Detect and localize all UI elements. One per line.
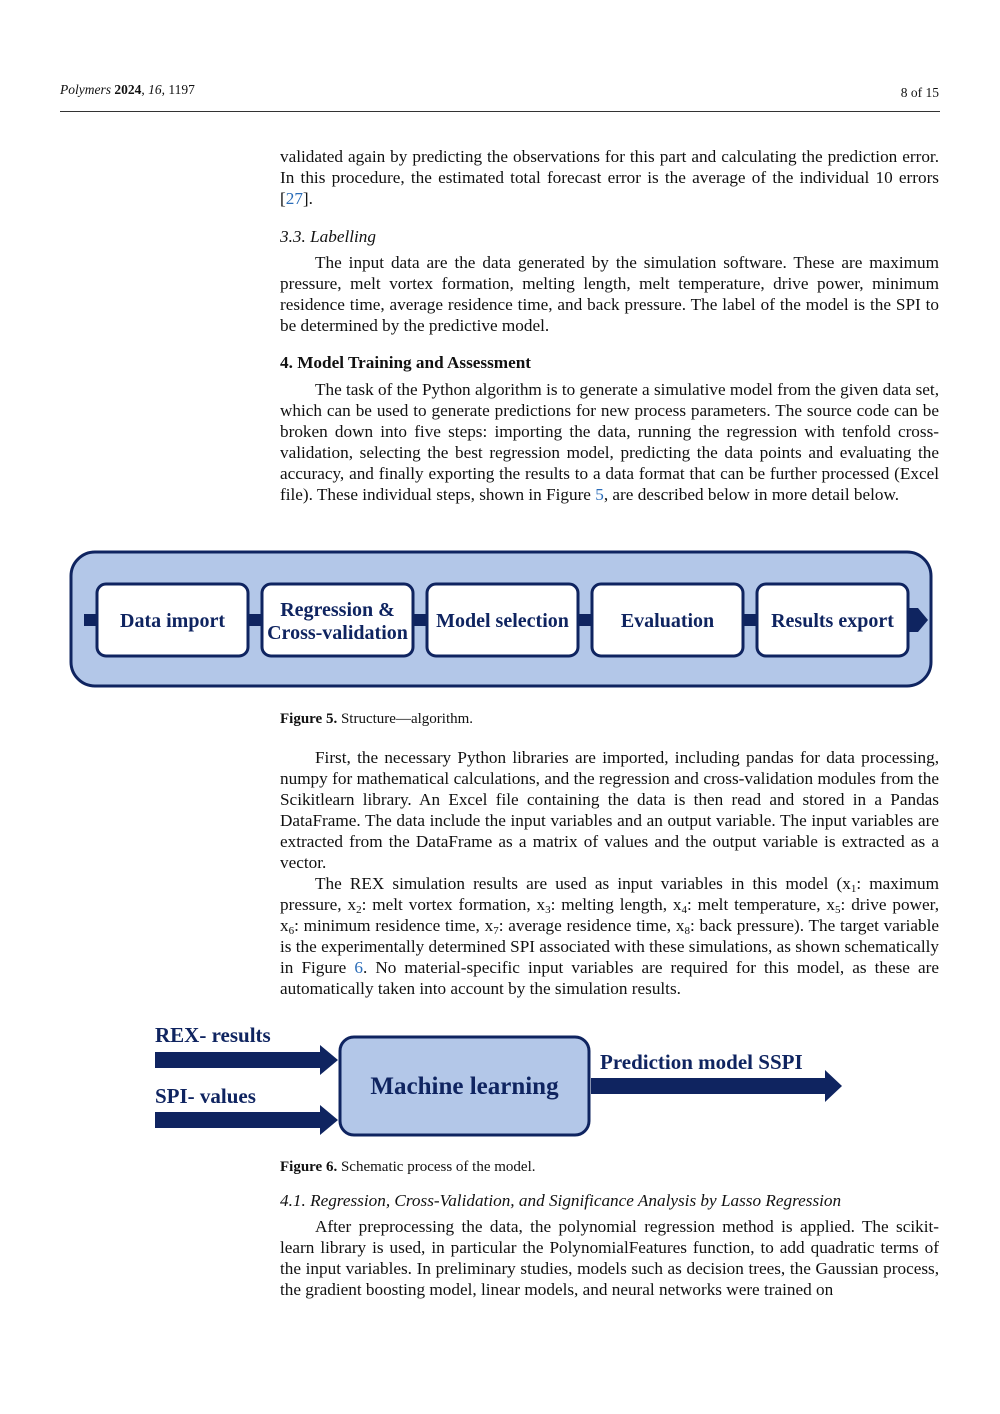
paragraph-rex: The REX simulation results are used as input variables in this model ($x_1$: maximum pressure, $x_2$: melt vortex formation, $x_3$: melting length, $x_4$: melt temperature, $x_5$: drive power, $x_6$: minimum residence time, $x_7$: average residence time, $x_8$: back pressure). The target variable is the experimentally determined SPI associated with these simulations, as shown schematically in Figure 6. No material-specific input variables are required for this model, as these are automatically taken into account by the simulation results. bbox=[280, 874, 940, 998]
step-regression-cross-validation bbox=[262, 584, 413, 656]
section-title-4: 4. Model Training and Assessment bbox=[280, 353, 532, 372]
figure-5-caption: Figure 5. Structure—algorithm. bbox=[280, 711, 474, 727]
figure-6-diagram bbox=[150, 1015, 850, 1145]
reference-link-27[interactable]: 27 bbox=[285, 189, 303, 208]
journal-year: 2024 bbox=[114, 82, 142, 97]
output-label: Prediction model SSPI bbox=[600, 1050, 803, 1074]
step-label: Regression & bbox=[280, 599, 395, 621]
input-arrow-spi bbox=[155, 1105, 338, 1135]
paragraph-regression: After preprocessing the data, the polynomial regression method is applied. The scikit-learn library is used, in particular the PolynomialFeatures function, to add quadratic terms of the input variables. In preliminary studies, models such as decision trees, the Gaussian process, the gradient boosting model, linear models, and neural networks were trained on bbox=[280, 1217, 939, 1299]
step-results-export bbox=[757, 584, 908, 656]
paragraph-libraries: First, the necessary Python libraries are imported, including pandas for data processing, numpy for mathematical calculations, and the regression and cross-validation modules from the Scikitlearn library. An Excel file containing the data is then read and stored in a Pandas DataFrame. The data include the input variables and an output variable. The input variables are extracted from the DataFrame as a matrix of values and the output variable is extracted as a vector. bbox=[280, 748, 939, 872]
step-label: Model selection bbox=[436, 610, 569, 632]
step-model-selection bbox=[427, 584, 578, 656]
step-evaluation bbox=[592, 584, 743, 656]
step-data-import bbox=[97, 584, 248, 656]
input-arrow-rex bbox=[155, 1045, 338, 1075]
step-label: Results export bbox=[771, 610, 894, 632]
input-label-spi: SPI- values bbox=[155, 1084, 256, 1108]
article-number: 1197 bbox=[168, 82, 195, 97]
figure-link-5[interactable]: 5 bbox=[595, 485, 604, 504]
input-label-rex: REX- results bbox=[155, 1023, 271, 1047]
machine-learning-label: Machine learning bbox=[370, 1073, 559, 1100]
figure-6-caption: Figure 6. Schematic process of the model. bbox=[280, 1159, 536, 1175]
paragraph-labelling: The input data are the data generated by the simulation software. These are maximum pressure, melt vortex formation, melting length, melt temperature, drive power, minimum residence time, average residence time, and back pressure. The label of the model is the SPI to be determined by the predictive model. bbox=[280, 253, 939, 335]
journal-name: Polymers bbox=[60, 82, 111, 97]
figure-link-6[interactable]: 6 bbox=[354, 958, 363, 977]
step-label: Data import bbox=[120, 610, 225, 632]
paragraph-top: validated again by predicting the observations for this part and calculating the prediction error. In this procedure, the estimated total forecast error is the average of the individual 10 errors [27]. bbox=[280, 147, 939, 208]
output-arrow bbox=[591, 1070, 842, 1102]
step-label: Cross-validation bbox=[267, 622, 408, 644]
section-title-4-1: 4.1. Regression, Cross-Validation, and Significance Analysis by Lasso Regression bbox=[280, 1191, 842, 1210]
paragraph-model-training: The task of the Python algorithm is to generate a simulative model from the given data set, which can be used to generate predictions for new process parameters. The source code can be broken down into five steps: importing the data, running the regression with tenfold cross-validation, selecting the best regression model, predicting the data points and evaluating the accuracy, and finally exporting the results to a data format that can be further processed (Excel file). These individual steps, shown in Figure 5, are described below in more detail below. bbox=[280, 380, 939, 504]
journal-volume: 16 bbox=[148, 82, 162, 97]
running-header: Polymers 2024, 16, 1197 bbox=[60, 82, 195, 97]
step-label: Evaluation bbox=[620, 610, 715, 632]
figure-5-diagram bbox=[60, 545, 940, 695]
section-title-3-3: 3.3. Labelling bbox=[280, 227, 376, 246]
page-number: 8 of 15 bbox=[900, 85, 939, 100]
header-divider bbox=[60, 111, 940, 112]
machine-learning-box bbox=[340, 1037, 589, 1135]
